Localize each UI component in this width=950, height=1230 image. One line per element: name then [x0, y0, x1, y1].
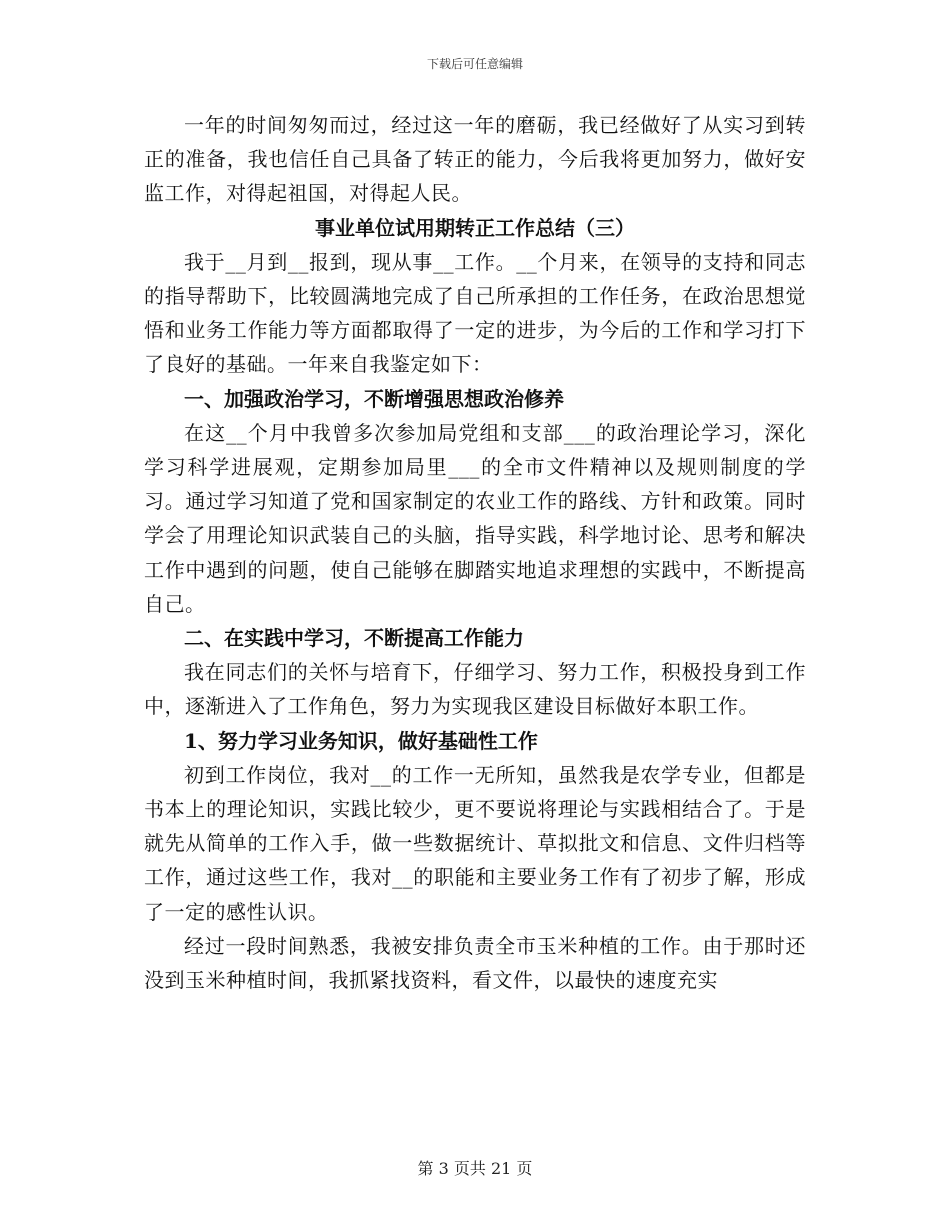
paragraph-business-knowledge: 初到工作岗位，我对__的工作一无所知，虽然我是农学专业，但都是书本上的理论知识，实践比较少，更不要说将理论与实践相结合了。于是就先从简单的工作入手，做一些数据统计、草拟批文和信息、文件归档等工作，通过这些工作，我对__的职能和主要业务工作有了初步了解，形成了一定的感性认识。 — [144, 762, 806, 924]
paragraph-practice: 我在同志们的关怀与培育下，仔细学习、努力工作，积极投身到工作中，逐渐进入了工作角色，努力为实现我区建设目标做好本职工作。 — [144, 660, 806, 719]
paragraph-political-study: 在这__个月中我曾多次参加局党组和支部___的政治理论学习，深化学习科学进展观，定期参加局里___的全市文件精神以及规则制度的学习。通过学习知道了党和国家制定的农业工作的路线、方针和政策。同时学会了用理论知识武装自己的头脑，指导实践，科学地讨论、思考和解决工作中遇到的问题，使自己能够在脚踏实地追求理想的实践中，不断提高自己。 — [144, 420, 806, 616]
document-body — [144, 108, 806, 997]
paragraph-overview: 我于__月到__报到，现从事__工作。__个月来，在领导的支持和同志的指导帮助下，比较圆满地完成了自己所承担的工作任务，在政治思想觉悟和业务工作能力等方面都取得了一定的进步，为今后的工作和学习打下了良好的基础。一年来自我鉴定如下： — [144, 249, 806, 377]
heading-practice: 二、在实践中学习，不断提高工作能力 — [184, 626, 524, 651]
heading-political-study: 一、加强政治学习，不断增强思想政治修养 — [184, 386, 564, 411]
paragraph-corn-planting: 经过一段时间熟悉，我被安排负责全市玉米种植的工作。由于那时还没到玉米种植时间，我抓紧找资料，看文件，以最快的速度充实 — [144, 933, 806, 993]
page-header: 下载后可任意编辑 — [426, 57, 523, 71]
paragraph-intro: 一年的时间匆匆而过，经过这一年的磨砺，我已经做好了从实习到转正的准备，我也信任自己具备了转正的能力，今后我将更加努力，做好安监工作，对得起祖国，对得起人民。 — [144, 113, 806, 206]
page-footer: 第 3 页共 21 页 — [417, 1159, 533, 1178]
section-title: 事业单位试用期转正工作总结（三） — [315, 215, 635, 240]
heading-business-knowledge: 1、努力学习业务知识，做好基础性工作 — [184, 728, 538, 753]
